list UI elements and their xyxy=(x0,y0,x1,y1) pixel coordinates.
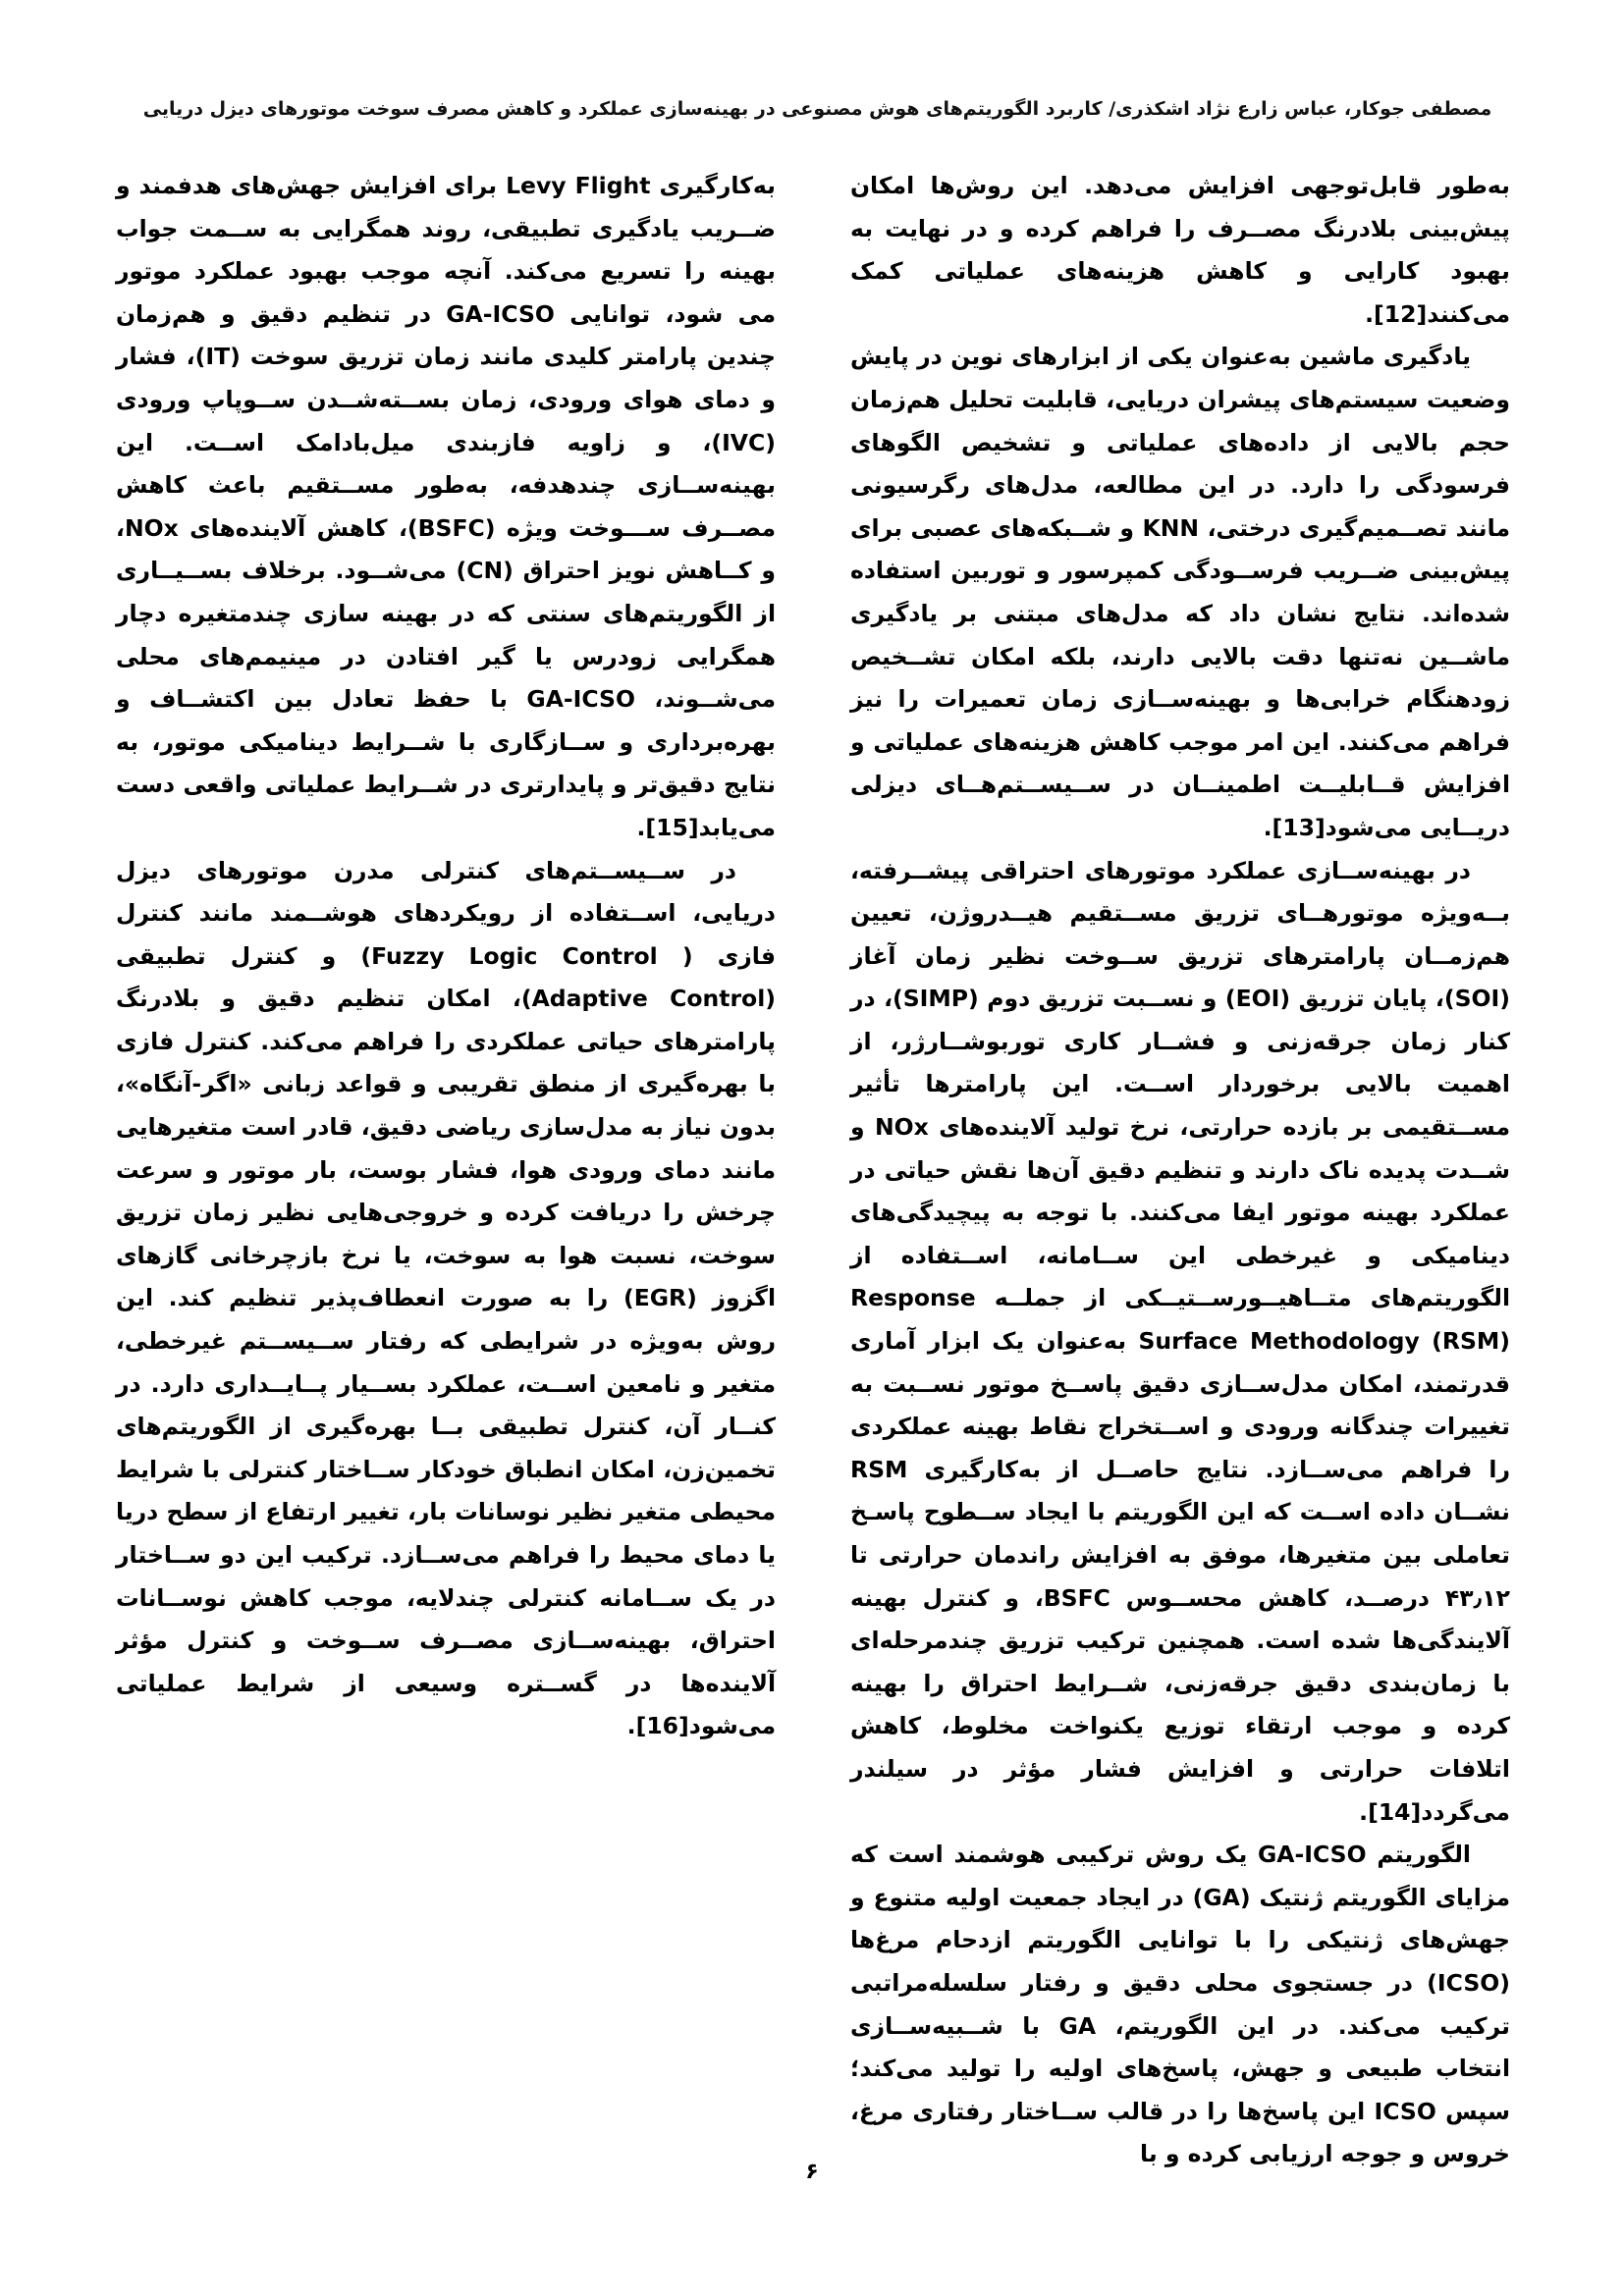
left-column xyxy=(116,165,776,1748)
paragraph: به‌کارگیری Levy Flight برای افزایش جهش‌های هدفمند و ضــریب یادگیری تطبیقی، روند همگرایی به ســمت جواب بهینه را تسریع می‌کند. آنچه موجب بهبود عملکرد موتور می شود، توانایی GA-ICSO در تنظیم دقیق و هم‌زمان چندین پارامتر کلیدی مانند زمان تزریق سوخت (IT)، فشار و دمای هوای ورودی، زمان بســته‌شــدن ســوپاپ ورودی (IVC)، و زاویه فازبندی میل‌بادامک اســت. این بهینه‌ســازی چندهدفه، به‌طور مســتقیم باعث کاهش مصــرف ســـوخت ویژه (BSFC)، کاهش آلاینده‌های NOx، و کــاهش نویز احتراق (CN) می‌شــود. برخلاف بســیــاری از الگوریتم‌های سنتی که در بهینه سازی چندمتغیره دچار همگرایی زودرس یا گیر افتادن در مینیمم‌های محلی می‌شــوند، GA-ICSO با حفظ تعادل بین اکتشــاف و بهره‌برداری و ســازگاری با شــرایط دینامیکی موتور، به نتایج دقیق‌تر و پایدارتری در شــرایط عملیاتی واقعی دست می‌یابد[15]. xyxy=(116,172,776,841)
running-header: مصطفی جوکار، عباس زارع نژاد اشکذری/ کاربرد الگوریتم‌های هوش مصنوعی در بهینه‌سازی عملکرد و کاهش مصرف سوخت موتورهای دیزل دریایی xyxy=(142,98,1492,120)
paragraph: در بهینه‌ســازی عملکرد موتورهای احتراقی پیشــرفته، بــه‌ویژه موتورهــای تزریق مســتقیم هیــدروژن، تعیین هم‌زمــان پارامترهای تزریق ســوخت نظیر زمان آغاز (SOI)، پایان تزریق (EOI) و نســبت تزریق دوم (SIMP)، در کنار زمان جرقه‌زنی و فشــار کاری توربوشــارژر، از اهمیت بالایی برخوردار اســت. این پارامترها تأثیر مســتقیمی بر بازده حرارتی، نرخ تولید آلاینده‌های NOx و شــدت پدیده ناک دارند و تنظیم دقیق آن‌ها نقش حیاتی در عملکرد بهینه موتور ایفا می‌کنند. با توجه به پیچیدگی‌های دینامیکی و غیرخطی این ســامانه، اســتفاده از الگوریتم‌های متــاهیــورســتیــکی از جملــه Response Surface Methodology (RSM) به‌عنوان یک ابزار آماری قدرتمند، امکان مدل‌ســازی دقیق پاســخ موتور نســبت به تغییرات چندگانه ورودی و اســتخراج نقاط بهینه عملکردی را فراهم می‌ســازد. نتایج حاصــل از به‌کارگیری RSM نشــان داده اســت که این الگوریتم با ایجاد ســطوح پاسـخ تعاملی بین متغیرها، موفق به افزایش راندمان حرارتی تا ۴۳٫۱۲ درصــد، کاهش محســوس BSFC، و کنترل بهینه آلایندگی‌ها شده است. همچنین ترکیب تزریق چندمرحله‌ای با زمان‌بندی دقیق جرقه‌زنی، شــرایط احتراق را بهینه کرده و موجب ارتقاء توزیع یکنواخت مخلوط، کاهش اتلافات حرارتی و افزایش فشار مؤثر در سیلندر می‌گردد[14]. xyxy=(850,856,1511,1826)
paragraph: در ســیســتم‌های کنترلی مدرن موتورهای دیزل دریایی، اســتفاده از رویکردهای هوشــمند مانند کنترل فازی ( Fuzzy Logic Control) و کنترل تطبیقی (Adaptive Control)، امکان تنظیم دقیق و بلادرنگ پارامترهای حیاتی عملکردی را فراهم می‌کند. کنترل فازی با بهره‌گیری از منطق تقریبی و قواعد زبانی «اگر-آنگاه»، بدون نیاز به مدل‌سازی ریاضی دقیق، قادر است متغیرهایی مانند دمای ورودی هوا، فشار بوست، بار موتور و سرعت چرخش را دریافت کرده و خروجی‌هایی نظیر زمان تزریق سوخت، نسبت هوا به سوخت، یا نرخ بازچرخانی گازهای اگزوز (EGR) را به صورت انعطاف‌پذیر تنظیم کند. این روش به‌ویژه در شرایطی که رفتار ســیســتم غیرخطی، متغیر و نامعین اســت، عملکرد بســیار پــایــداری دارد. در کنــار آن، کنترل تطبیقی بــا بهره‌گیری از الگوریتم‌های تخمین‌زن، امکان انطباق خودکار ســاختار کنترلی با شرایط محیطی متغیر نظیر نوسانات بار، تغییر ارتفاع از سطح دریا یا دمای محیط را فراهم می‌ســازد. ترکیب این دو ســاختار در یک ســامانه کنترلی چندلایه، موجب کاهش نوســانات احتراق، بهینه‌ســازی مصــرف ســوخت و کنترل مؤثر آلاینده‌ها در گســتره وسیعی از شرایط عملیاتی می‌شود[16]. xyxy=(116,856,776,1740)
paragraph: به‌طور قابل‌توجهی افزایش می‌دهد. این روش‌ها امکان پیش‌بینی بلادرنگ مصــرف را فراهم کرده و در نهایت به بهبود کارایی و کاهش هزینه‌های عملیاتی کمک می‌کنند[12]. xyxy=(850,172,1510,328)
page-number: ۶ xyxy=(805,2160,819,2184)
right-column xyxy=(850,165,1510,2176)
paragraph: یادگیری ماشین به‌عنوان یکی از ابزارهای نوین در پایش وضعیت سیستم‌های پیشران دریایی، قابلیت تحلیل هم‌زمان حجم بالایی از داده‌های عملیاتی و تشخیص الگوهای فرسودگی را دارد. در این مطالعه، مدل‌های رگرسیونی مانند تصــمیم‌گیری درختی، KNN و شــبکه‌های عصبی برای پیش‌بینی ضــریب فرســودگی کمپرسور و توربین استفاده شده‌اند. نتایج نشان داد که مدل‌های مبتنی بر یادگیری ماشــین نه‌تنها دقت بالایی دارند، بلکه امکان تشــخیص زودهنگام خرابی‌ها و بهینه‌ســازی زمان تعمیرات را نیز فراهم می‌کنند. این امر موجب کاهش هزینه‌های عملیاتی و افزایش قــابلیــت اطمینــان در ســیســتم‌هــای دیزلی دریــایی می‌شود[13]. xyxy=(850,343,1510,841)
paragraph: الگوریتم GA-ICSO یک روش ترکیبی هوشمند است که مزایای الگوریتم ژنتیک (GA) در ایجاد جمعیت اولیه متنوع و جهش‌های ژنتیکی را با توانایی الگوریتم ازدحام مرغ‌ها (ICSO) در جستجوی محلی دقیق و رفتار سلسله‌مراتبی ترکیب می‌کند. در این الگوریتم، GA با شــبیه‌ســازی انتخاب طبیعی و جهش، پاسخ‌های اولیه را تولید می‌کند؛ سپس ICSO این پاسخ‌ها را در قالب ســاختار رفتاری مرغ، خروس و جوجه ارزیابی کرده و با xyxy=(850,1841,1510,2168)
